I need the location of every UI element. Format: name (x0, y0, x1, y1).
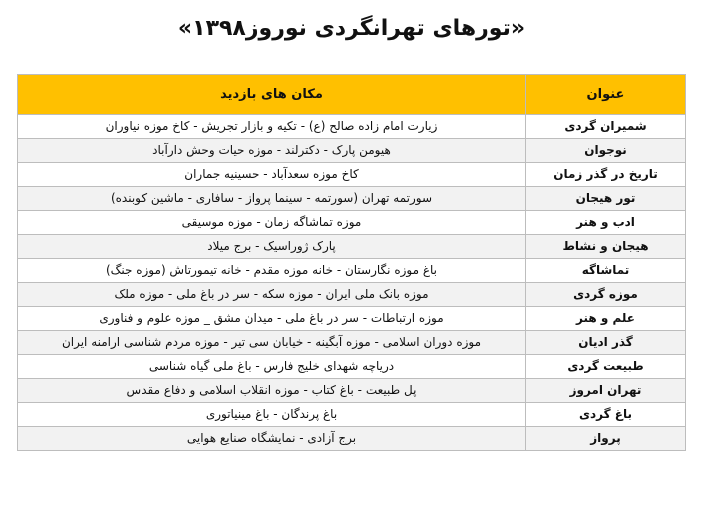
table-row (18, 379, 686, 403)
tour-title: گذر ادیان (526, 331, 686, 355)
table-row (18, 283, 686, 307)
header-title: عنوان (526, 75, 686, 115)
table-row (18, 235, 686, 259)
tour-title: موزه گردی (526, 283, 686, 307)
tour-title: تماشاگه (526, 259, 686, 283)
table-row (18, 115, 686, 139)
header-places: مکان های بازدید (18, 75, 526, 115)
tour-places: باغ پرندگان - باغ مینیاتوری (18, 403, 526, 427)
tour-places: زیارت امام زاده صالح (ع) - تکیه و بازار تجریش - کاخ موزه نیاوران (18, 115, 526, 139)
table-row (18, 139, 686, 163)
tour-places: موزه بانک ملی ایران - موزه سکه - سر در باغ ملی - موزه ملک (18, 283, 526, 307)
table-row (18, 427, 686, 451)
table-row (18, 163, 686, 187)
tour-title: تاریخ در گذر زمان (526, 163, 686, 187)
tour-title: پرواز (526, 427, 686, 451)
tour-title: طبیعت گردی (526, 355, 686, 379)
tour-places: موزه تماشاگه زمان - موزه موسیقی (18, 211, 526, 235)
tour-places: کاخ موزه سعدآباد - حسینیه جماران (18, 163, 526, 187)
tour-title: تور هیجان (526, 187, 686, 211)
tour-places: موزه دوران اسلامی - موزه آبگینه - خیابان سی تیر - موزه مردم شناسی ارامنه ایران (18, 331, 526, 355)
tour-title: هیجان و نشاط (526, 235, 686, 259)
table-row (18, 211, 686, 235)
tour-title: باغ گردی (526, 403, 686, 427)
tour-places: باغ موزه نگارستان - خانه موزه مقدم - خانه تیمورتاش (موزه جنگ) (18, 259, 526, 283)
tour-places: برج آزادی - نمایشگاه صنایع هوایی (18, 427, 526, 451)
tour-places: موزه ارتباطات - سر در باغ ملی - میدان مشق _ موزه علوم و فناوری (18, 307, 526, 331)
table-row (18, 307, 686, 331)
table-row (18, 403, 686, 427)
tour-places: پل طبیعت - باغ کتاب - موزه انقلاب اسلامی و دفاع مقدس (18, 379, 526, 403)
tour-title: نوجوان (526, 139, 686, 163)
tour-title: تهران امروز (526, 379, 686, 403)
table-header-row (18, 75, 686, 115)
tour-title: علم و هنر (526, 307, 686, 331)
tour-title: شمیران گردی (526, 115, 686, 139)
tours-table (17, 74, 686, 451)
page-title: «تورهای تهرانگردی نوروز۱۳۹۸» (177, 16, 526, 41)
tour-places: هیومن پارک - دکترلند - موزه حیات وحش دارآباد (18, 139, 526, 163)
tour-places: پارک ژوراسیک - برج میلاد (18, 235, 526, 259)
table-row (18, 355, 686, 379)
tour-title: ادب و هنر (526, 211, 686, 235)
table-row (18, 187, 686, 211)
tour-places: سورتمه تهران (سورتمه - سینما پرواز - سافاری - ماشین کوبنده) (18, 187, 526, 211)
tour-places: دریاچه شهدای خلیج فارس - باغ ملی گیاه شناسی (18, 355, 526, 379)
table-row (18, 331, 686, 355)
table-row (18, 259, 686, 283)
